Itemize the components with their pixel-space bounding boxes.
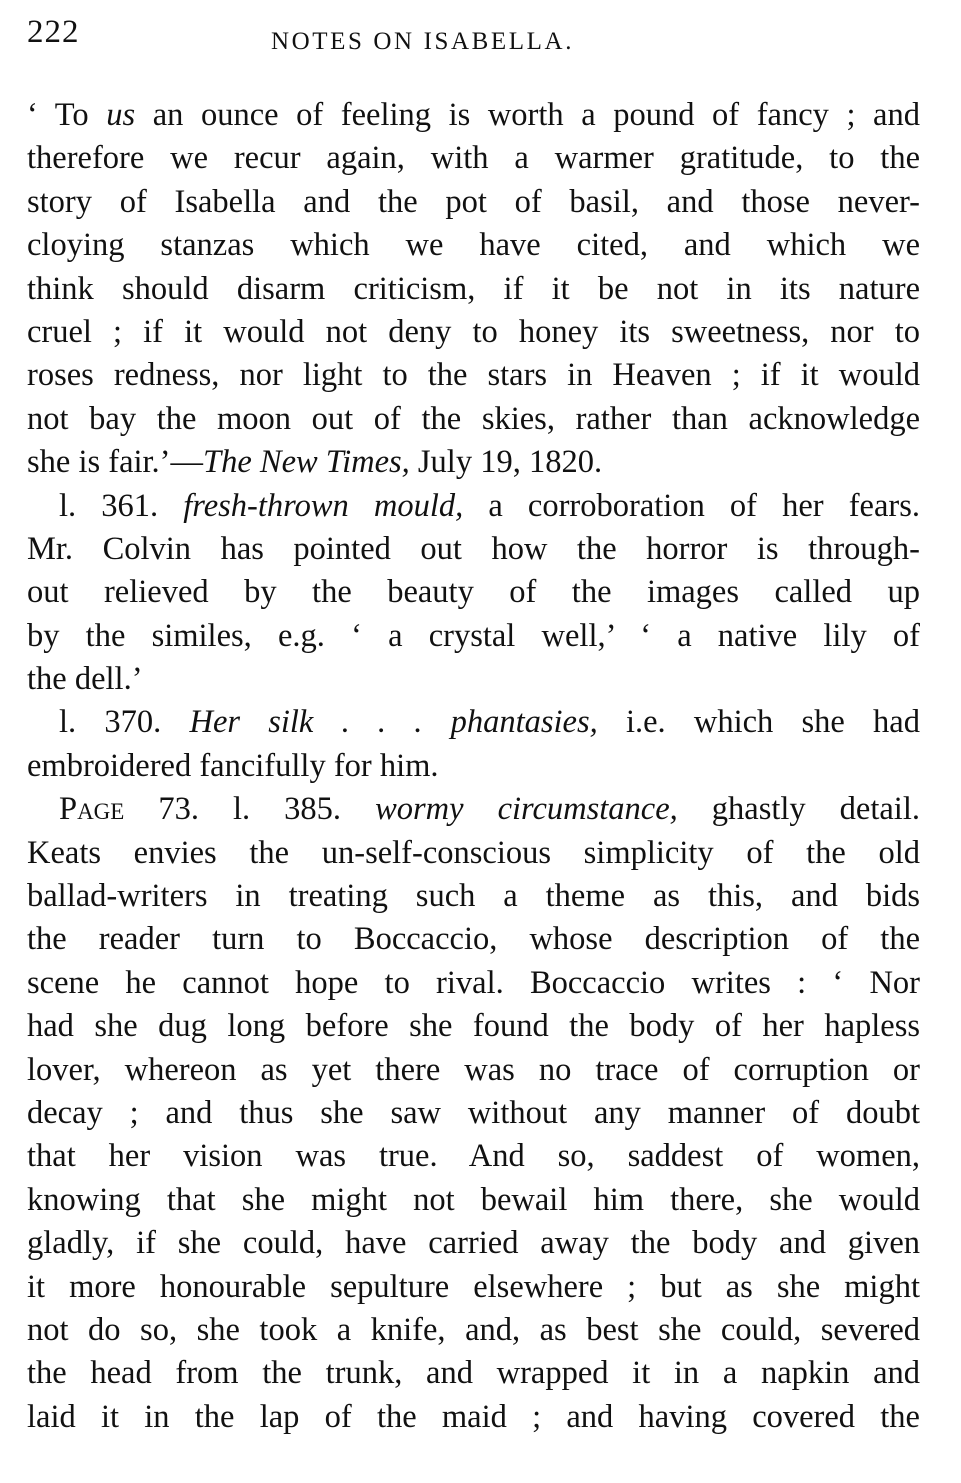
- text-line: ballad-writers in treating such a theme as this, and bids: [27, 878, 920, 915]
- text-line: by the similes, e.g. ‘ a crystal well,’ ‘ a native lily of: [27, 617, 920, 654]
- text-line: the reader turn to Boccaccio, whose description of the: [27, 921, 920, 958]
- text-line: [27, 788, 920, 831]
- text-line: it more honourable sepulture elsewhere ; but as she might: [27, 1268, 920, 1305]
- italic-text: Her silk . . . phantasies,: [189, 704, 598, 741]
- text-line: cruel ; if it would not deny to honey its sweetness, nor to: [27, 313, 920, 350]
- running-head: NOTES ON ISABELLA.: [271, 28, 575, 55]
- text-fragment: she is fair.’—: [27, 444, 204, 481]
- text-line: out relieved by the beauty of the images called up: [27, 574, 920, 611]
- text-fragment: l. 370.: [59, 704, 190, 741]
- text-fragment: i.e. which she had: [597, 704, 920, 741]
- text-line: therefore we recur again, with a warmer gratitude, to the: [27, 140, 920, 177]
- text-line: the head from the trunk, and wrapped it in a napkin and: [27, 1355, 920, 1392]
- text-line: [27, 701, 920, 744]
- text-line: cloying stanzas which we have cited, and which we: [27, 227, 920, 264]
- text-fragment: a corroboration of her fears.: [463, 487, 920, 524]
- text-line: Mr. Colvin has pointed out how the horror is through-: [27, 530, 920, 567]
- text-fragment: ghastly detail.: [677, 791, 920, 828]
- text-line: not bay the moon out of the skies, rather than acknowledge: [27, 400, 920, 437]
- text-fragment: Page: [59, 791, 125, 828]
- text-fragment: an ounce of feeling is worth a pound of fancy ; and: [135, 97, 920, 133]
- text-line: scene he cannot hope to rival. Boccaccio writes : ‘ Nor: [27, 964, 920, 1001]
- text-line: gladly, if she could, have carried away the body and given: [27, 1225, 920, 1262]
- text-line: had she dug long before she found the body of her hapless: [27, 1008, 920, 1045]
- text-line: decay ; and thus she saw without any manner of doubt: [27, 1094, 920, 1131]
- text-line: [27, 485, 920, 528]
- text-fragment: 73. l. 385.: [124, 791, 376, 828]
- body-text: [27, 94, 920, 1439]
- text-line: [27, 441, 920, 484]
- text-line: lover, whereon as yet there was no trace of corruption or: [27, 1051, 920, 1088]
- text-fragment: l. 361.: [59, 487, 184, 524]
- page-header: [27, 14, 920, 66]
- text-line: that her vision was true. And so, saddest of women,: [27, 1138, 920, 1175]
- text-line: embroidered fancifully for him.: [27, 747, 439, 784]
- italic-text: us: [106, 97, 136, 133]
- italic-text: wormy circumstance,: [375, 791, 678, 828]
- text-line: Keats envies the un-self-conscious simplicity of the old: [27, 834, 920, 871]
- book-page: [27, 14, 920, 1439]
- text-line: knowing that she might not bewail him there, she would: [27, 1181, 920, 1218]
- text-line: think should disarm criticism, if it be not in its nature: [27, 270, 920, 307]
- text-line: story of Isabella and the pot of basil, and those never-: [27, 183, 920, 220]
- text-line: laid it in the lap of the maid ; and having covered the: [27, 1398, 920, 1435]
- text-line: [27, 94, 920, 137]
- text-fragment: ‘ To: [27, 97, 107, 133]
- italic-text: fresh-thrown mould,: [183, 487, 464, 524]
- italic-text: The New Times,: [203, 444, 410, 481]
- text-fragment: July 19, 1820.: [409, 444, 603, 481]
- page-number: 222: [27, 14, 80, 50]
- text-line: roses redness, nor light to the stars in Heaven ; if it would: [27, 357, 920, 394]
- text-line: the dell.’: [27, 661, 143, 698]
- text-line: not do so, she took a knife, and, as best she could, severed: [27, 1311, 920, 1348]
